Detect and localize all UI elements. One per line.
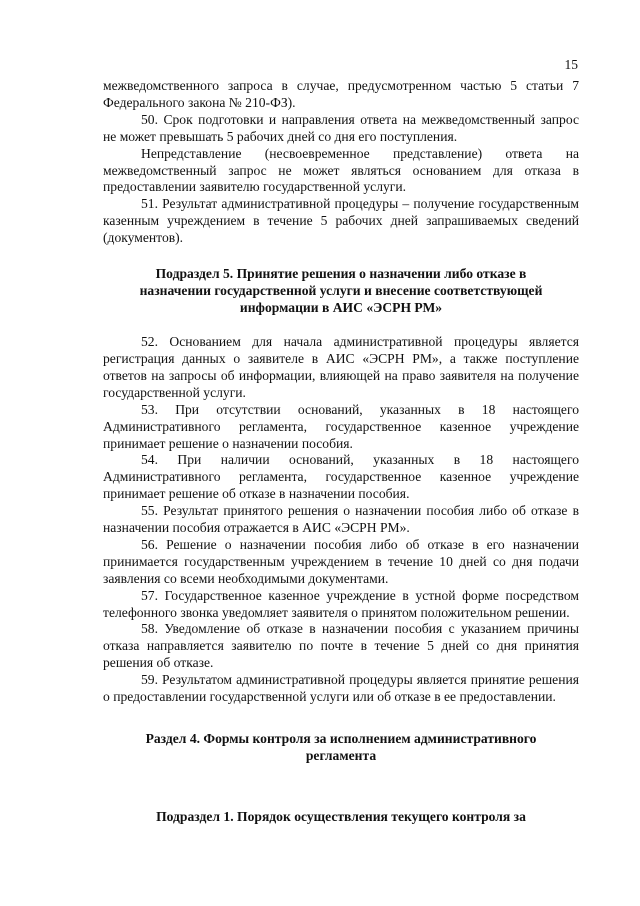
paragraph-53: 53. При отсутствии оснований, указанных в 18 настоящего Административного регламента, государственное казенное учреждение принимает решение о назначении пособия. bbox=[103, 401, 579, 451]
paragraph-52: 52. Основанием для начала административной процедуры является регистрация данных о заявителе в АИС «ЭСРН РМ», а также поступление ответов на запросы об информации, влияющей на право заявителя на получение государственной услуги. bbox=[103, 334, 579, 400]
paragraph-57: 57. Государственное казенное учреждение в устной форме посредством телефонного звонка уведомляет заявителя о принятом положительном решении. bbox=[103, 587, 579, 620]
document-body bbox=[103, 78, 579, 825]
paragraph-58: 58. Уведомление об отказе в назначении пособия с указанием причины отказа направляется заявителю по почте в течение 5 дней со дня принятия решения об отказе. bbox=[103, 621, 579, 671]
heading-section-4: Раздел 4. Формы контроля за исполнением административного регламента bbox=[145, 731, 537, 763]
paragraph-54: 54. При наличии оснований, указанных в 18 настоящего Административного регламента, государственное казенное учреждение принимает решение об отказе в назначении пособия. bbox=[103, 452, 579, 502]
paragraph-non-submission: Непредставление (несвоевременное представление) ответа на межведомственный запрос не может являться основанием для отказа в предоставлении заявителю государственной услуги. bbox=[103, 145, 579, 195]
paragraph-50: 50. Срок подготовки и направления ответа на межведомственный запрос не может превышать 5 рабочих дней со дня его поступления. bbox=[103, 111, 579, 144]
paragraph-51: 51. Результат административной процедуры – получение государственным казенным учреждением в течение 5 рабочих дней запрашиваемых сведений (документов). bbox=[103, 196, 579, 246]
paragraph-59: 59. Результатом административной процедуры является принятие решения о предоставлении государственной услуги или об отказе в ее предоставлении. bbox=[103, 672, 579, 705]
paragraph-continuation: межведомственного запроса в случае, предусмотренном частью 5 статьи 7 Федерального закона № 210-ФЗ). bbox=[103, 78, 579, 110]
heading-subsection-1: Подраздел 1. Порядок осуществления текущего контроля за bbox=[156, 809, 526, 824]
paragraph-55: 55. Результат принятого решения о назначении пособия либо об отказе в назначении пособия отражается в АИС «ЭСРН РМ». bbox=[103, 503, 579, 536]
page-number: 15 bbox=[564, 57, 578, 72]
heading-subsection-5: Подраздел 5. Принятие решения о назначении либо отказе в назначении государственной услуги и внесение соответствующей информации в АИС «ЭСРН РМ» bbox=[139, 266, 543, 316]
paragraph-56: 56. Решение о назначении пособия либо об отказе в его назначении принимается государственным учреждением в течение 10 дней со дня подачи заявления со всеми необходимыми документами. bbox=[103, 536, 579, 586]
